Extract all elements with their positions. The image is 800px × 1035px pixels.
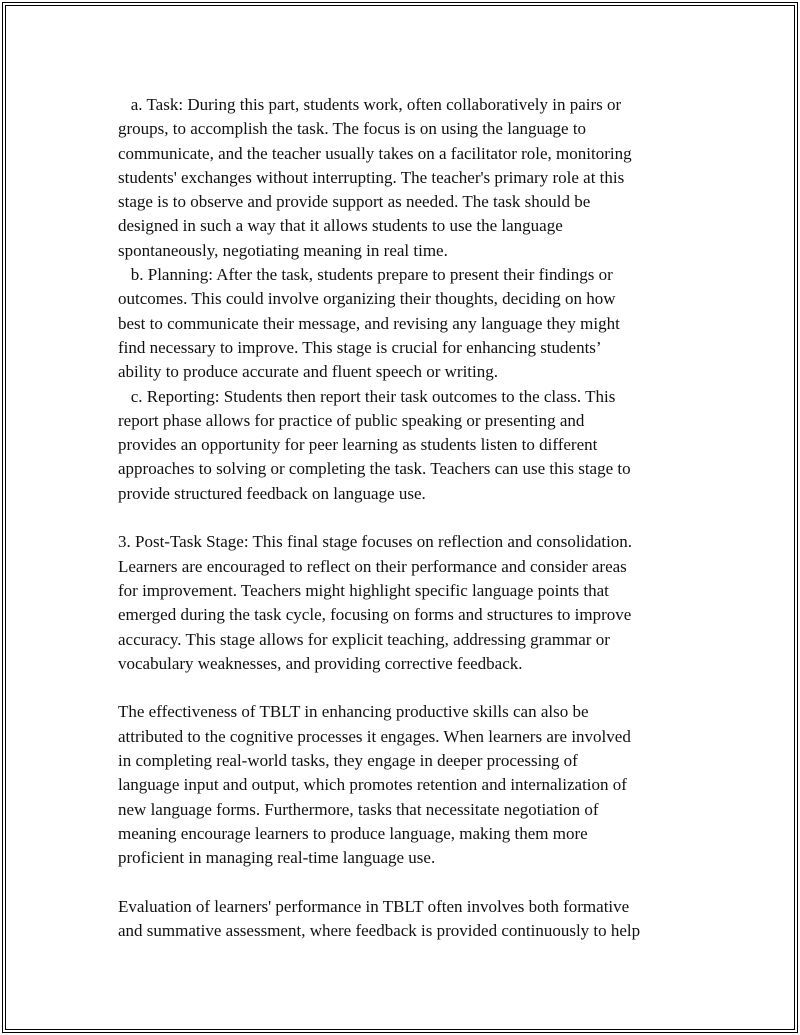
- text-line: groups, to accomplish the task. The focus is on using the language to: [118, 119, 587, 139]
- text-line: best to communicate their message, and revising any language they might: [118, 313, 620, 333]
- text-line: accuracy. This stage allows for explicit teaching, addressing grammar or: [118, 629, 610, 649]
- text-line: meaning encourage learners to produce language, making them more: [118, 823, 588, 843]
- paragraph-spacer: [118, 871, 698, 895]
- text-line: emerged during the task cycle, focusing on forms and structures to improve: [118, 605, 632, 625]
- text-line: report phase allows for practice of public speaking or presenting and: [118, 410, 585, 430]
- text-line: provide structured feedback on language use.: [118, 483, 426, 503]
- text-line: spontaneously, negotiating meaning in real time.: [118, 240, 448, 260]
- text-line: provides an opportunity for peer learning as students listen to different: [118, 435, 598, 455]
- text-line: attributed to the cognitive processes it engages. When learners are involved: [118, 726, 631, 746]
- document-body: [118, 93, 698, 943]
- text-line: approaches to solving or completing the task. Teachers can use this stage to: [118, 459, 631, 479]
- text-line: c. Reporting: Students then report their task outcomes to the class. This: [118, 386, 616, 406]
- text-line: stage is to observe and provide support as needed. The task should be: [118, 192, 591, 212]
- text-line: b. Planning: After the task, students prepare to present their findings or: [118, 265, 613, 285]
- text-line: ability to produce accurate and fluent speech or writing.: [118, 362, 498, 382]
- text-line: for improvement. Teachers might highlight specific language points that: [118, 580, 609, 600]
- text-line: vocabulary weaknesses, and providing corrective feedback.: [118, 653, 523, 673]
- paragraph-spacer: [118, 506, 698, 530]
- text-line: proficient in managing real-time language use.: [118, 848, 436, 868]
- text-line: communicate, and the teacher usually takes on a facilitator role, monitoring: [118, 143, 632, 163]
- paragraph-evaluation: [118, 895, 698, 944]
- text-line: designed in such a way that it allows students to use the language: [118, 216, 563, 236]
- text-line: a. Task: During this part, students work, often collaboratively in pairs or: [118, 95, 622, 114]
- text-line: Learners are encouraged to reflect on their performance and consider areas: [118, 556, 627, 576]
- text-line: outcomes. This could involve organizing their thoughts, deciding on how: [118, 289, 616, 309]
- text-line: in completing real-world tasks, they engage in deeper processing of: [118, 751, 578, 771]
- paragraph-reporting: [118, 385, 698, 506]
- page-border: [2, 2, 798, 1033]
- text-line: students' exchanges without interrupting. The teacher's primary role at this: [118, 167, 625, 187]
- text-line: The effectiveness of TBLT in enhancing productive skills can also be: [118, 702, 589, 722]
- text-line: Evaluation of learners' performance in TBLT often involves both formative: [118, 896, 630, 916]
- text-line: 3. Post-Task Stage: This final stage focuses on reflection and consolidation.: [118, 532, 633, 552]
- text-line: new language forms. Furthermore, tasks that necessitate negotiation of: [118, 799, 599, 819]
- text-line: find necessary to improve. This stage is crucial for enhancing students’: [118, 337, 602, 357]
- paragraph-task: [118, 93, 698, 263]
- page-inner-border: [5, 5, 795, 1030]
- text-line: language input and output, which promotes retention and internalization of: [118, 775, 627, 795]
- paragraph-spacer: [118, 676, 698, 700]
- text-line: and summative assessment, where feedback is provided continuously to help: [118, 921, 641, 941]
- paragraph-planning: [118, 263, 698, 384]
- paragraph-effectiveness: [118, 700, 698, 870]
- paragraph-post-task: [118, 530, 698, 676]
